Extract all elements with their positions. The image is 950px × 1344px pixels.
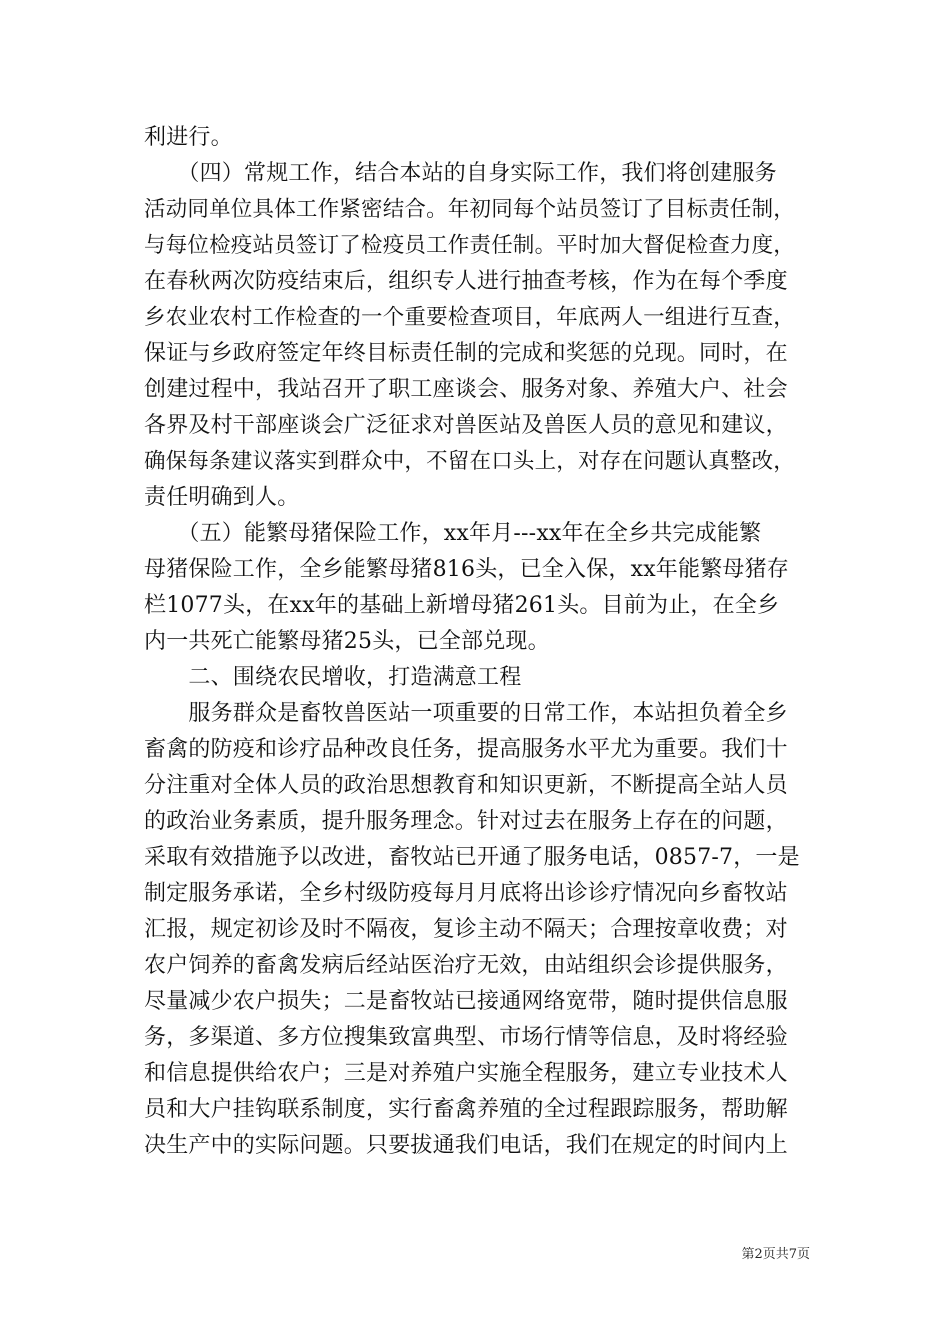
text-line: 保证与乡政府签定年终目标责任制的完成和奖惩的兑现。同时，在 xyxy=(144,341,788,366)
text-line: 二、围绕农民增收，打造满意工程 xyxy=(144,665,522,690)
text-line: 创建过程中，我站召开了职工座谈会、服务对象、养殖大户、社会 xyxy=(144,377,788,402)
text-line: 服务群众是畜牧兽医站一项重要的日常工作，本站担负着全乡 xyxy=(144,701,788,726)
text-line: 决生产中的实际问题。只要拔通我们电话，我们在规定的时间内上 xyxy=(144,1133,788,1158)
text-line: 责任明确到人。 xyxy=(144,485,300,510)
text-line: 栏1077头，在xx年的基础上新增母猪261头。目前为止，在全乡 xyxy=(144,593,780,618)
text-line: 畜禽的防疫和诊疗品种改良任务，提高服务水平尤为重要。我们十 xyxy=(144,737,788,762)
text-line: 内一共死亡能繁母猪25头，已全部兑现。 xyxy=(144,629,550,654)
text-line: 员和大户挂钩联系制度，实行畜禽养殖的全过程跟踪服务，帮助解 xyxy=(144,1097,788,1122)
text-line: 与每位检疫站员签订了检疫员工作责任制。平时加大督促检查力度， xyxy=(144,233,796,258)
text-line: 在春秋两次防疫结束后，组织专人进行抽查考核，作为在每个季度 xyxy=(144,269,788,294)
text-line: 采取有效措施予以改进，畜牧站已开通了服务电话，0857-7，一是 xyxy=(144,845,800,870)
text-line: 农户饲养的畜禽发病后经站医治疗无效，由站组织会诊提供服务， xyxy=(144,953,788,978)
text-line: 务，多渠道、多方位搜集致富典型、市场行情等信息，及时将经验 xyxy=(144,1025,788,1050)
text-line: 乡农业农村工作检查的一个重要检查项目，年底两人一组进行互查， xyxy=(144,305,796,330)
text-line: 的政治业务素质，提升服务理念。针对过去在服务上存在的问题， xyxy=(144,809,788,834)
text-line: 和信息提供给农户；三是对养殖户实施全程服务，建立专业技术人 xyxy=(144,1061,788,1086)
text-line: 制定服务承诺，全乡村级防疫每月月底将出诊诊疗情况向乡畜牧站 xyxy=(144,881,788,906)
text-line: 各界及村干部座谈会广泛征求对兽医站及兽医人员的意见和建议， xyxy=(144,413,788,438)
text-line: 汇报，规定初诊及时不隔夜，复诊主动不隔天；合理按章收费；对 xyxy=(144,917,788,942)
text-line: 尽量减少农户损失；二是畜牧站已接通网络宽带，随时提供信息服 xyxy=(144,989,788,1014)
text-line: （四）常规工作，结合本站的自身实际工作，我们将创建服务 xyxy=(144,161,777,186)
text-line: 分注重对全体人员的政治思想教育和知识更新，不断提高全站人员 xyxy=(144,773,788,798)
text-line: 母猪保险工作，全乡能繁母猪816头，已全入保，xx年能繁母猪存 xyxy=(144,557,790,582)
text-line: 确保每条建议落实到群众中，不留在口头上，对存在问题认真整改， xyxy=(144,449,796,474)
text-line: 活动同单位具体工作紧密结合。年初同每个站员签订了目标责任制， xyxy=(144,197,796,222)
text-line: 利进行。 xyxy=(144,125,233,150)
text-line: （五）能繁母猪保险工作，xx年月---xx年在全乡共完成能繁 xyxy=(144,521,762,546)
page-number-footer: 第2页共7页 xyxy=(741,1247,810,1262)
